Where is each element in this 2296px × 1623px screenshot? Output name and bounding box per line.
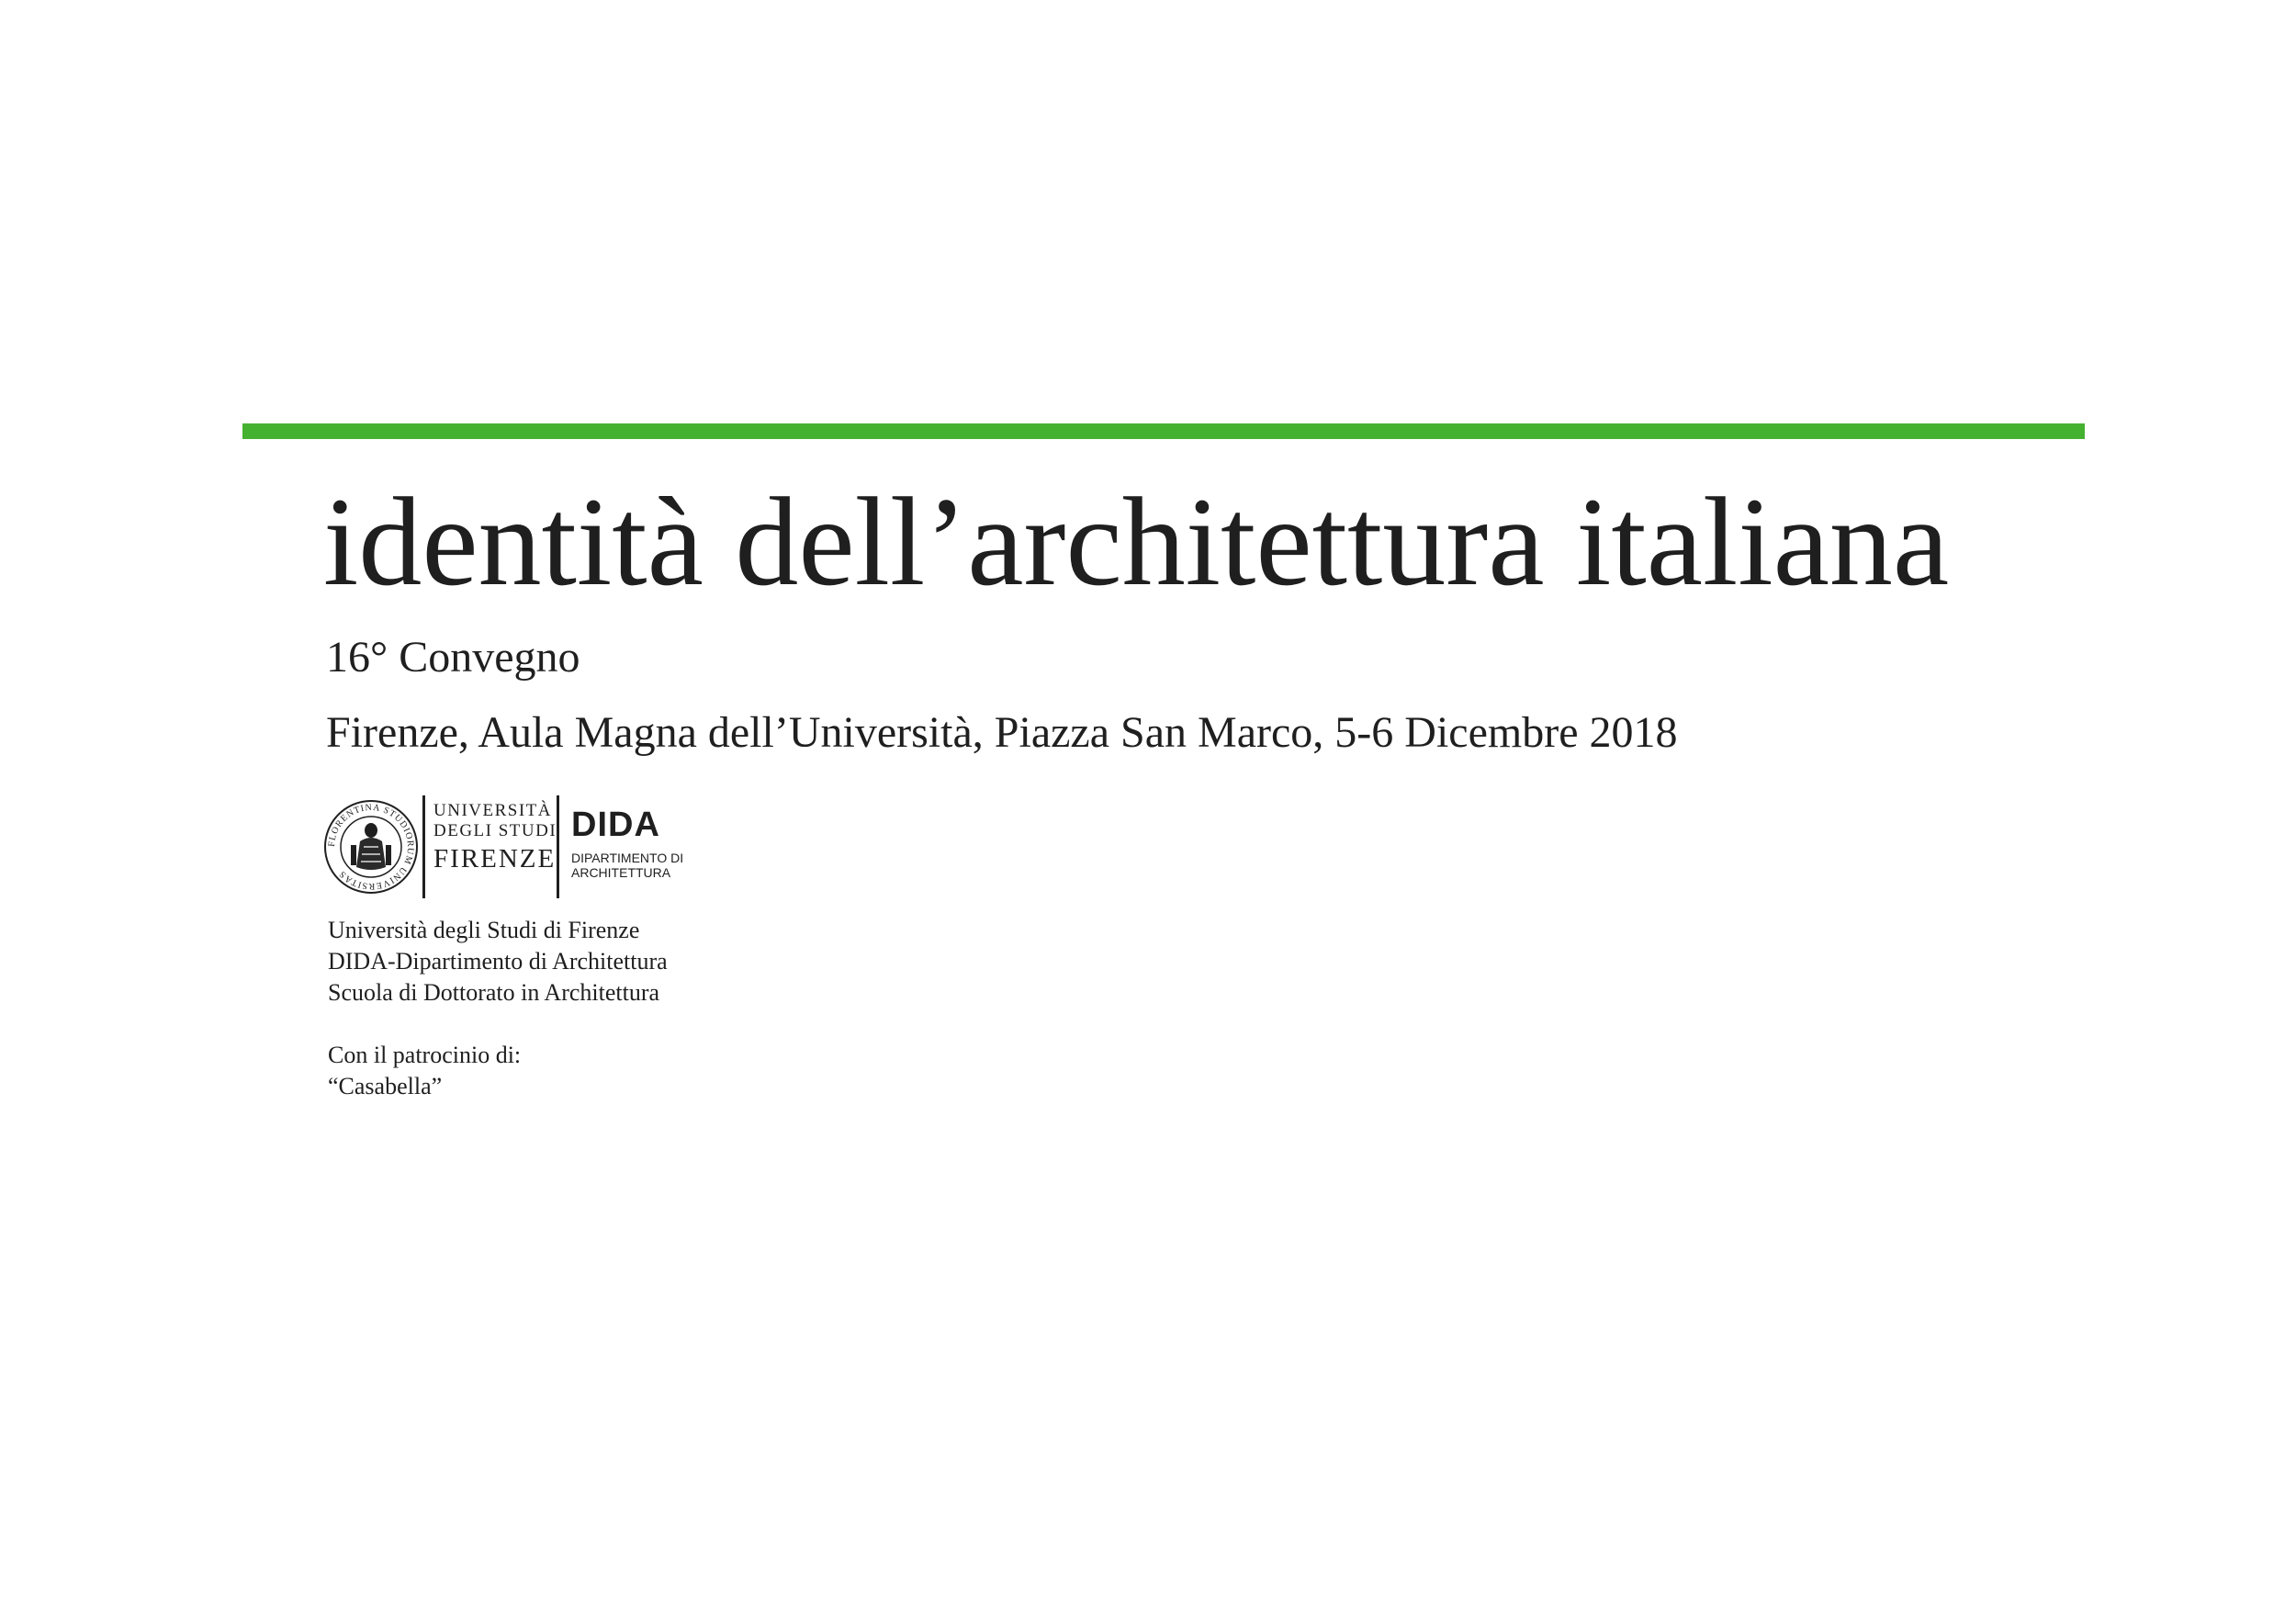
dida-logo (571, 806, 683, 880)
patronage-sponsor: “Casabella” (328, 1073, 443, 1099)
dida-logo-name: DIDA (571, 806, 660, 844)
institution-item: DIDA-Dipartimento di Architettura (328, 948, 668, 975)
accent-bar (242, 423, 2085, 439)
institution-item: Università degli Studi di Firenze (328, 917, 640, 943)
institutions-list (328, 915, 668, 1009)
page-title: identità dell’architettura italiana (323, 471, 1950, 612)
venue-and-date: Firenze, Aula Magna dell’Università, Piazza San Marco, 5-6 Dicembre 2018 (326, 708, 1678, 757)
patronage-label: Con il patrocinio di: (328, 1042, 522, 1068)
patronage-block (328, 1040, 521, 1102)
logo-strip (323, 795, 709, 898)
university-logo-line-2: DEGLI STUDI (433, 821, 557, 840)
institution-item: Scuola di Dottorato in Architettura (328, 979, 660, 1006)
university-seal-icon (323, 799, 419, 895)
dida-logo-line-2: ARCHITETTURA (571, 865, 671, 880)
university-logo-line-3: FIRENZE (433, 844, 557, 873)
conference-edition: 16° Convegno (326, 633, 580, 682)
logo-divider (557, 795, 559, 898)
dida-logo-line-1: DIPARTIMENTO DI (571, 851, 684, 865)
university-logo-line-1: UNIVERSITÀ (433, 801, 552, 820)
seal-text: FLORENTINA STUDIORUM UNIVERSITAS (326, 802, 416, 892)
logo-divider (422, 795, 425, 898)
university-logo-text (433, 801, 557, 874)
